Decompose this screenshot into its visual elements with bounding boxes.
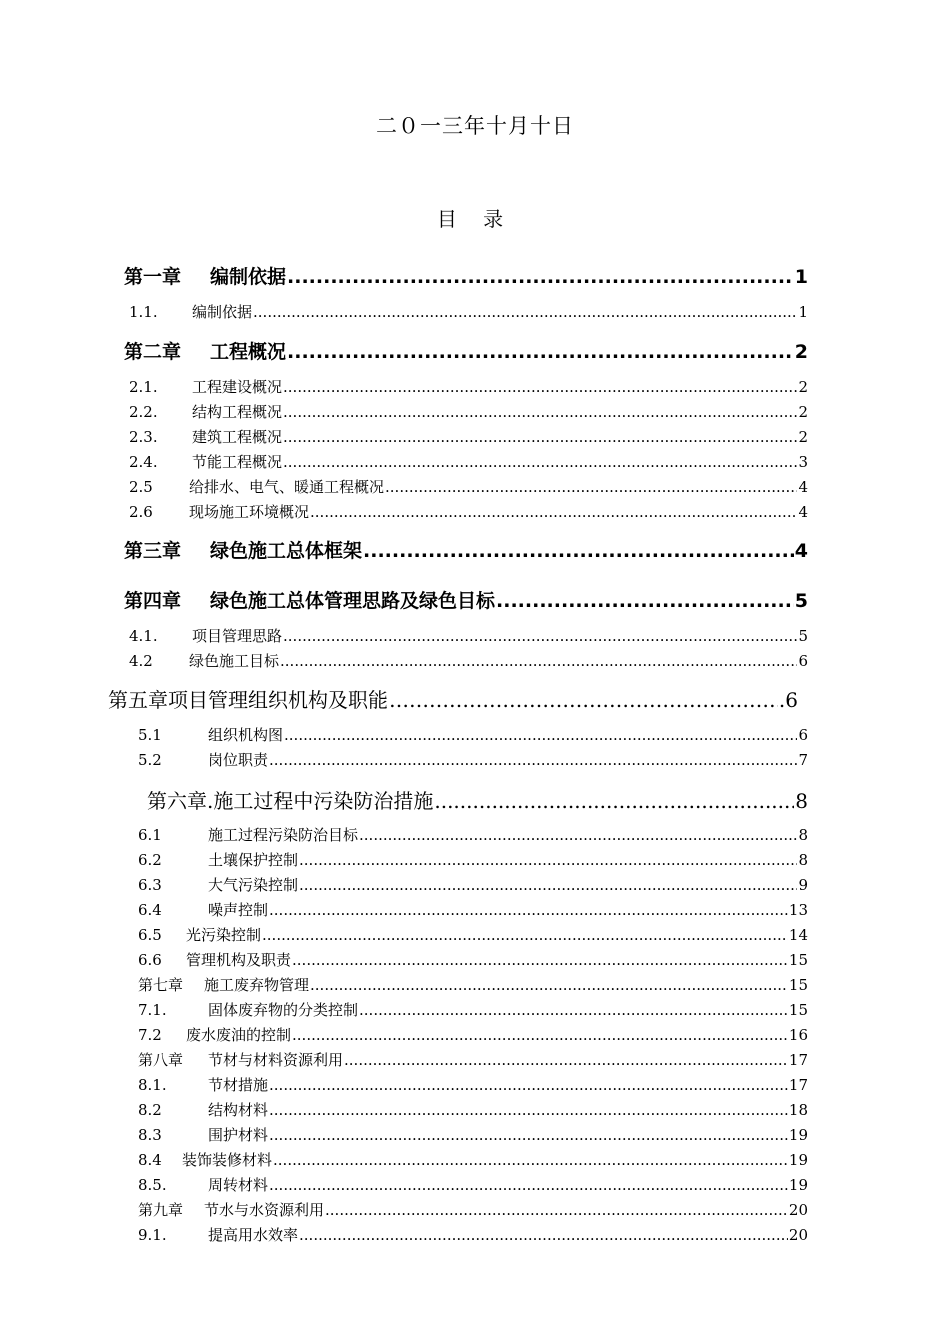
toc-leader-dots: [310, 503, 797, 521]
toc-entry-page: 13: [788, 901, 808, 919]
toc-entry-label: 土壤保护控制: [208, 851, 299, 869]
toc-section-entry[interactable]: [138, 1224, 808, 1245]
toc-leader-dots: [262, 926, 788, 944]
toc-section-entry[interactable]: [138, 1074, 808, 1095]
toc-entry-label: 围护材料: [208, 1126, 269, 1144]
toc-entry-label: 施工废弃物管理: [204, 976, 310, 994]
toc-leader-dots: [325, 1201, 788, 1219]
toc-entry-label: 工程建设概况: [192, 378, 283, 396]
toc-entry-number: 第四章: [124, 590, 182, 612]
toc-entry-page: 6: [798, 652, 808, 670]
toc-entry-page: 19: [788, 1126, 808, 1144]
toc-leader-dots: [359, 1001, 788, 1019]
toc-section-entry[interactable]: [138, 1124, 808, 1145]
toc-entry-label: 给排水、电气、暖通工程概况: [189, 478, 385, 496]
toc-leader-dots: [385, 478, 797, 496]
toc-entry-number: 第七章: [138, 976, 184, 994]
toc-section-entry[interactable]: [138, 724, 808, 745]
toc-chapter-entry[interactable]: [124, 337, 808, 364]
toc-entry-number: 6.1: [138, 826, 162, 844]
toc-entry-number: 7.1.: [138, 1001, 167, 1019]
toc-entry-number: 8.2: [138, 1101, 162, 1119]
toc-entry-page: 2: [798, 378, 808, 396]
toc-section-entry[interactable]: [129, 401, 808, 422]
toc-entry-page: 3: [798, 453, 808, 471]
toc-entry-number: 2.1.: [129, 378, 158, 396]
toc-leader-dots: [269, 1101, 788, 1119]
toc-entry-label: 节能工程概况: [192, 453, 283, 471]
toc-leader-dots: [292, 1026, 788, 1044]
toc-entry-page: 17: [788, 1076, 808, 1094]
toc-leader-dots: [269, 751, 797, 769]
toc-entry-number: 第一章: [124, 266, 182, 288]
toc-leader-dots: [269, 1126, 788, 1144]
toc-leader-dots: [299, 851, 797, 869]
toc-leader-dots: [283, 627, 797, 645]
toc-entry-label: 工程概况: [210, 341, 287, 363]
toc-entry-label: 周转材料: [208, 1176, 269, 1194]
toc-leader-dots: [363, 540, 794, 562]
toc-section-entry[interactable]: [138, 1149, 808, 1170]
toc-entry-number: 4.2: [129, 652, 153, 670]
toc-section-entry[interactable]: [138, 1024, 808, 1045]
toc-leader-dots: [283, 378, 797, 396]
toc-entry-label: 组织机构图: [208, 726, 284, 744]
toc-entry-page: 18: [788, 1101, 808, 1119]
toc-entry-number: 5.1: [138, 726, 162, 744]
toc-entry-label: 噪声控制: [208, 901, 269, 919]
toc-entry-label: 建筑工程概况: [192, 428, 283, 446]
toc-entry-page: 20: [788, 1201, 808, 1219]
toc-entry-label: 项目管理思路: [192, 627, 283, 645]
toc-section-entry[interactable]: [129, 376, 808, 397]
toc-entry-page: 19: [788, 1176, 808, 1194]
toc-entry-number: 8.5.: [138, 1176, 167, 1194]
toc-entry-page: 15: [788, 951, 808, 969]
toc-entry-page: 8: [798, 826, 808, 844]
toc-entry-number: 2.2.: [129, 403, 158, 421]
toc-title: 目 录: [436, 207, 514, 231]
toc-leader-dots: [269, 901, 788, 919]
toc-section-entry[interactable]: [138, 949, 808, 970]
toc-entry-label: 光污染控制: [186, 926, 262, 944]
toc-entry-page: 4: [798, 478, 808, 496]
toc-section-entry[interactable]: [138, 999, 808, 1020]
toc-section-entry[interactable]: [138, 749, 808, 770]
toc-chapter-entry[interactable]: [124, 536, 808, 563]
toc-entry-page: 8: [795, 789, 808, 813]
toc-leader-dots: [292, 951, 788, 969]
toc-entry-label: 大气污染控制: [208, 876, 299, 894]
toc-leader-dots: [283, 428, 797, 446]
toc-entry-page: 17: [788, 1051, 808, 1069]
toc-entry-page: 4: [794, 540, 808, 562]
toc-entry-page: 7: [798, 751, 808, 769]
toc-entry-page: 2: [794, 341, 808, 363]
toc-entry-label: 装饰装修材料: [182, 1151, 273, 1169]
toc-entry-label: 节材措施: [208, 1076, 269, 1094]
toc-entry-label: 绿色施工总体管理思路及绿色目标: [210, 590, 496, 612]
toc-entry-page: 15: [788, 976, 808, 994]
toc-leader-dots: [284, 726, 797, 744]
toc-leader-dots: [253, 303, 797, 321]
toc-entry-page: 14: [788, 926, 808, 944]
toc-section-entry[interactable]: [138, 1099, 808, 1120]
toc-entry-number: 第八章: [138, 1051, 184, 1069]
toc-entry-page: 5: [798, 627, 808, 645]
toc-leader-dots: [359, 826, 797, 844]
toc-entry-label: 固体废弃物的分类控制: [208, 1001, 359, 1019]
toc-leader-dots: [269, 1076, 788, 1094]
toc-entry-page: 8: [798, 851, 808, 869]
toc-leader-dots: [496, 590, 794, 612]
toc-leader-dots: [310, 976, 788, 994]
toc-entry-page: 6: [798, 726, 808, 744]
toc-entry-number: 2.3.: [129, 428, 158, 446]
document-date: 二０一三年十月十日: [376, 114, 574, 138]
toc-entry-number: 6.6: [138, 951, 162, 969]
toc-entry-number: 6.2: [138, 851, 162, 869]
toc-section-entry[interactable]: [129, 501, 808, 522]
toc-entry-number: 2.5: [129, 478, 153, 496]
toc-entry-number: 9.1.: [138, 1226, 167, 1244]
toc-entry-page: 19: [788, 1151, 808, 1169]
toc-entry-page: 1: [798, 303, 808, 321]
toc-entry-page: 5: [794, 590, 808, 612]
toc-entry-number: 第九章: [138, 1201, 184, 1219]
toc-section-entry[interactable]: [129, 650, 808, 671]
toc-leader-dots: [434, 789, 794, 813]
toc-leader-dots: [389, 688, 778, 712]
toc-entry-number: 2.4.: [129, 453, 158, 471]
toc-entry-page: .6: [778, 688, 798, 712]
toc-entry-page: 1: [794, 266, 808, 288]
toc-entry-label: 现场施工环境概况: [189, 503, 310, 521]
toc-entry-label: 第六章.施工过程中污染防治措施: [147, 789, 434, 813]
toc-section-entry[interactable]: [138, 1174, 808, 1195]
toc-chapter-entry[interactable]: [138, 974, 808, 995]
toc-leader-dots: [273, 1151, 788, 1169]
toc-entry-label: 编制依据: [210, 266, 287, 288]
toc-entry-number: 8.3: [138, 1126, 162, 1144]
toc-entry-label: 绿色施工总体框架: [210, 540, 363, 562]
toc-entry-label: 结构材料: [208, 1101, 269, 1119]
toc-chapter-entry[interactable]: [138, 1199, 808, 1220]
toc-entry-page: 15: [788, 1001, 808, 1019]
toc-chapter-entry[interactable]: [124, 586, 808, 613]
toc-leader-dots: [283, 403, 797, 421]
toc-section-entry[interactable]: [138, 874, 808, 895]
toc-entry-label: 绿色施工目标: [189, 652, 280, 670]
toc-entry-number: 8.4: [138, 1151, 162, 1169]
toc-entry-label: 岗位职责: [208, 751, 269, 769]
toc-entry-number: 第三章: [124, 540, 182, 562]
toc-leader-dots: [280, 652, 797, 670]
toc-section-entry[interactable]: [129, 301, 808, 322]
toc-entry-number: 1.1.: [129, 303, 158, 321]
toc-section-entry[interactable]: [129, 476, 808, 497]
toc-entry-number: 6.3: [138, 876, 162, 894]
toc-entry-label: 编制依据: [192, 303, 253, 321]
toc-section-entry[interactable]: [129, 426, 808, 447]
toc-entry-page: 4: [798, 503, 808, 521]
toc-leader-dots: [299, 876, 797, 894]
toc-entry-number: 8.1.: [138, 1076, 167, 1094]
toc-entry-page: 9: [798, 876, 808, 894]
toc-chapter-entry[interactable]: [124, 262, 808, 289]
toc-entry-number: 6.5: [138, 926, 162, 944]
toc-chapter-entry[interactable]: [147, 785, 808, 814]
toc-leader-dots: [283, 453, 797, 471]
toc-chapter-entry[interactable]: [138, 1049, 808, 1070]
toc-entry-label: 提高用水效率: [208, 1226, 299, 1244]
toc-entry-page: 20: [788, 1226, 808, 1244]
toc-entry-number: 5.2: [138, 751, 162, 769]
toc-section-entry[interactable]: [138, 824, 808, 845]
toc-entry-number: 6.4: [138, 901, 162, 919]
toc-entry-number: 7.2: [138, 1026, 162, 1044]
toc-section-entry[interactable]: [129, 451, 808, 472]
toc-chapter-entry[interactable]: [108, 684, 798, 713]
toc-entry-label: 节水与水资源利用: [204, 1201, 325, 1219]
toc-section-entry[interactable]: [138, 899, 808, 920]
toc-entry-page: 2: [798, 428, 808, 446]
toc-leader-dots: [287, 341, 794, 363]
toc-section-entry[interactable]: [138, 924, 808, 945]
toc-entry-number: 4.1.: [129, 627, 158, 645]
toc-entry-label: 结构工程概况: [192, 403, 283, 421]
toc-entry-page: 16: [788, 1026, 808, 1044]
toc-leader-dots: [299, 1226, 788, 1244]
toc-entry-label: 第五章项目管理组织机构及职能: [108, 688, 388, 712]
toc-entry-label: 废水废油的控制: [186, 1026, 292, 1044]
toc-section-entry[interactable]: [129, 625, 808, 646]
toc-leader-dots: [344, 1051, 788, 1069]
toc-entry-number: 第二章: [124, 341, 182, 363]
toc-entry-number: 2.6: [129, 503, 153, 521]
toc-entry-label: 施工过程污染防治目标: [208, 826, 359, 844]
toc-leader-dots: [269, 1176, 788, 1194]
toc-leader-dots: [287, 266, 794, 288]
toc-entry-label: 节材与材料资源利用: [208, 1051, 344, 1069]
toc-entry-page: 2: [798, 403, 808, 421]
toc-section-entry[interactable]: [138, 849, 808, 870]
toc-entry-label: 管理机构及职责: [186, 951, 292, 969]
